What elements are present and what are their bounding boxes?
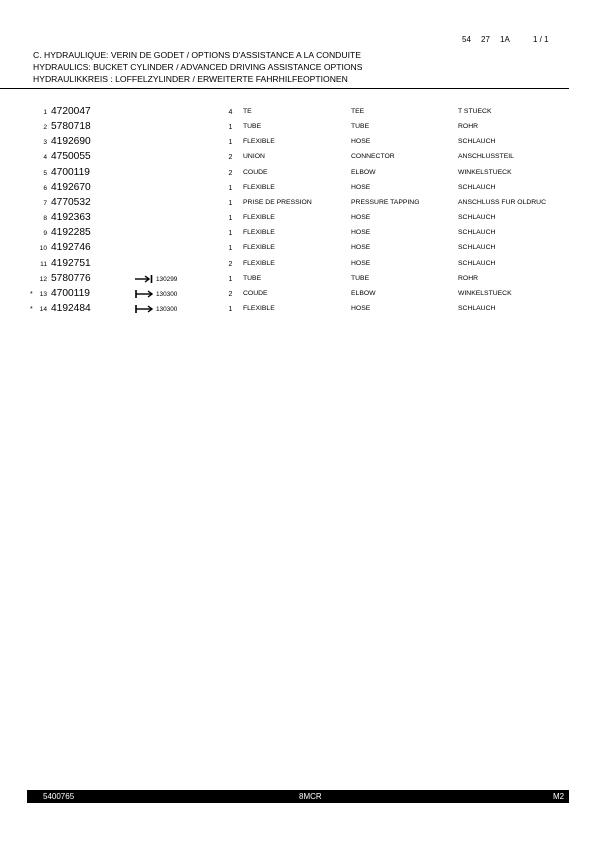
part-number: 4192285 <box>51 227 91 239</box>
table-row <box>0 227 595 242</box>
quantity: 1 <box>228 199 233 207</box>
description-french: UNION <box>243 153 265 161</box>
header-divider <box>0 88 569 89</box>
description-english: ELBOW <box>351 168 376 176</box>
quantity: 2 <box>228 169 233 177</box>
part-number: 4700119 <box>51 166 90 178</box>
description-french: PRISE DE PRESSION <box>243 198 312 206</box>
header-code-a: 54 <box>462 35 471 44</box>
description-german: SCHLAUCH <box>458 214 496 222</box>
footer-code: M2 <box>553 792 565 801</box>
item-index: 4 <box>43 154 47 162</box>
title-french: C. HYDRAULIQUE: VERIN DE GODET / OPTIONS D'ASSISTANCE A LA CONDUITE <box>33 50 361 60</box>
description-german: WINKELSTUECK <box>458 289 512 297</box>
header-code-b: 27 <box>481 35 490 44</box>
description-german: ANSCHLUSSTEIL <box>458 153 514 161</box>
item-index: 12 <box>39 275 47 283</box>
description-german: SCHLAUCH <box>458 138 496 146</box>
description-german: SCHLAUCH <box>458 304 496 312</box>
table-row <box>0 106 595 121</box>
table-row <box>0 197 595 212</box>
item-index: 11 <box>40 260 47 268</box>
part-number: 4192670 <box>51 181 91 193</box>
serial-number: 130300 <box>156 305 178 313</box>
item-index: 2 <box>43 124 47 132</box>
description-french: TUBE <box>243 274 262 282</box>
quantity: 1 <box>228 184 233 192</box>
table-row <box>0 212 595 227</box>
quantity: 1 <box>228 215 233 223</box>
description-german: ROHR <box>458 274 479 282</box>
table-row <box>0 288 595 303</box>
item-index: 8 <box>43 215 47 223</box>
item-index: 14 <box>39 305 47 313</box>
header-code-c: 1A <box>500 35 510 44</box>
table-row <box>0 182 595 197</box>
part-number: 4750055 <box>51 151 91 163</box>
quantity: 1 <box>228 124 233 132</box>
description-french: FLEXIBLE <box>243 244 275 252</box>
revision-mark: * <box>30 305 33 313</box>
table-row <box>0 242 595 257</box>
item-index: 6 <box>43 184 47 192</box>
part-number: 4770532 <box>51 196 91 208</box>
footer-bar <box>27 790 569 803</box>
description-english: PRESSURE TAPPING <box>351 198 420 206</box>
description-french: FLEXIBLE <box>243 304 275 312</box>
item-index: 10 <box>39 245 47 253</box>
quantity: 2 <box>228 260 233 268</box>
description-english: CONNECTOR <box>351 153 395 161</box>
description-english: HOSE <box>351 244 371 252</box>
table-row <box>0 136 595 151</box>
quantity: 1 <box>228 245 233 253</box>
description-french: FLEXIBLE <box>243 138 275 146</box>
title-german: HYDRAULIKKREIS : LOFFELZYLINDER / ERWEITERTE FAHRHILFEOPTIONEN <box>33 74 348 84</box>
description-french: COUDE <box>243 168 268 176</box>
description-french: TE <box>243 108 252 115</box>
table-row <box>0 273 595 288</box>
part-number: 4192751 <box>51 257 91 269</box>
quantity: 2 <box>228 154 233 162</box>
title-english: HYDRAULICS: BUCKET CYLINDER / ADVANCED DRIVING ASSISTANCE OPTIONS <box>33 62 363 72</box>
description-german: T STUECK <box>458 108 492 115</box>
part-number: 5780776 <box>51 272 91 284</box>
description-french: FLEXIBLE <box>243 259 275 267</box>
item-index: 3 <box>43 139 47 147</box>
quantity: 1 <box>228 305 233 313</box>
description-english: HOSE <box>351 304 371 312</box>
description-english: HOSE <box>351 259 371 267</box>
part-number: 4192690 <box>51 136 91 148</box>
description-german: SCHLAUCH <box>458 183 496 191</box>
description-german: WINKELSTUECK <box>458 168 512 176</box>
description-german: SCHLAUCH <box>458 259 496 267</box>
table-row <box>0 151 595 166</box>
part-number: 5780718 <box>51 121 91 133</box>
description-french: COUDE <box>243 289 268 297</box>
serial-number: 130299 <box>156 275 178 283</box>
description-english: TEE <box>351 108 365 115</box>
description-english: HOSE <box>351 229 371 237</box>
part-number: 4192746 <box>51 242 91 254</box>
description-german: ANSCHLUSS FUR OLDRUC <box>458 198 546 206</box>
description-english: HOSE <box>351 214 371 222</box>
item-index: 7 <box>43 199 47 207</box>
revision-mark: * <box>30 290 33 298</box>
table-row <box>0 167 595 182</box>
item-index: 13 <box>39 290 47 298</box>
description-english: TUBE <box>351 123 370 131</box>
description-english: ELBOW <box>351 289 376 297</box>
quantity: 2 <box>228 290 233 298</box>
table-row <box>0 258 595 273</box>
description-english: TUBE <box>351 274 370 282</box>
description-german: SCHLAUCH <box>458 244 496 252</box>
table-row <box>0 121 595 136</box>
part-number: 4700119 <box>51 287 90 299</box>
quantity: 1 <box>228 139 233 147</box>
description-german: ROHR <box>458 123 479 131</box>
quantity: 1 <box>228 275 233 283</box>
description-french: FLEXIBLE <box>243 214 275 222</box>
page-number: 1 / 1 <box>533 35 549 44</box>
item-index: 1 <box>43 109 47 116</box>
footer-model: 8MCR <box>299 792 322 801</box>
quantity: 1 <box>228 230 233 238</box>
serial-number: 130300 <box>156 290 178 298</box>
footer-doc-number: 5400765 <box>43 792 75 801</box>
quantity: 4 <box>228 109 233 116</box>
part-number: 4720047 <box>51 106 91 117</box>
part-number: 4192484 <box>51 302 91 314</box>
description-french: FLEXIBLE <box>243 229 275 237</box>
description-english: HOSE <box>351 183 371 191</box>
description-french: TUBE <box>243 123 262 131</box>
description-french: FLEXIBLE <box>243 183 275 191</box>
table-row <box>0 303 595 318</box>
part-number: 4192363 <box>51 212 91 224</box>
description-english: HOSE <box>351 138 371 146</box>
item-index: 9 <box>43 230 47 238</box>
item-index: 5 <box>43 169 47 177</box>
description-german: SCHLAUCH <box>458 229 496 237</box>
